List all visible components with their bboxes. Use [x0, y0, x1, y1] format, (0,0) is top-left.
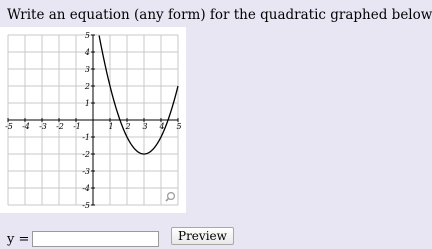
y-tick-label: -3: [82, 167, 90, 176]
answer-input[interactable]: [32, 231, 159, 247]
parabola-graph: [0, 27, 186, 213]
x-tick-label: 3: [142, 122, 148, 131]
x-tick-label: -3: [39, 122, 47, 131]
preview-button[interactable]: Preview: [171, 227, 234, 245]
y-tick-label: -1: [82, 133, 90, 142]
y-tick-label: 1: [84, 99, 90, 108]
y-tick-label: 4: [84, 48, 90, 57]
x-tick-label: -5: [5, 122, 13, 131]
y-tick-label: 3: [84, 65, 90, 74]
y-tick-label: 5: [84, 31, 90, 40]
y-tick-label: -5: [82, 201, 90, 210]
x-tick-label: 2: [125, 122, 131, 131]
answer-row: [7, 229, 159, 249]
y-tick-label: -4: [82, 184, 90, 193]
x-tick-label: 5: [176, 122, 182, 131]
x-tick-label: -4: [22, 122, 30, 131]
x-tick-label: 4: [159, 122, 165, 131]
y-tick-label: 2: [84, 82, 90, 91]
y-equals-label: y =: [7, 231, 30, 247]
y-tick-label: -2: [82, 150, 90, 159]
x-tick-label: 1: [108, 122, 114, 131]
x-tick-label: -2: [56, 122, 64, 131]
x-tick-label: -1: [73, 122, 81, 131]
question-prompt: Write an equation (any form) for the quadratic graphed below: [7, 7, 432, 23]
